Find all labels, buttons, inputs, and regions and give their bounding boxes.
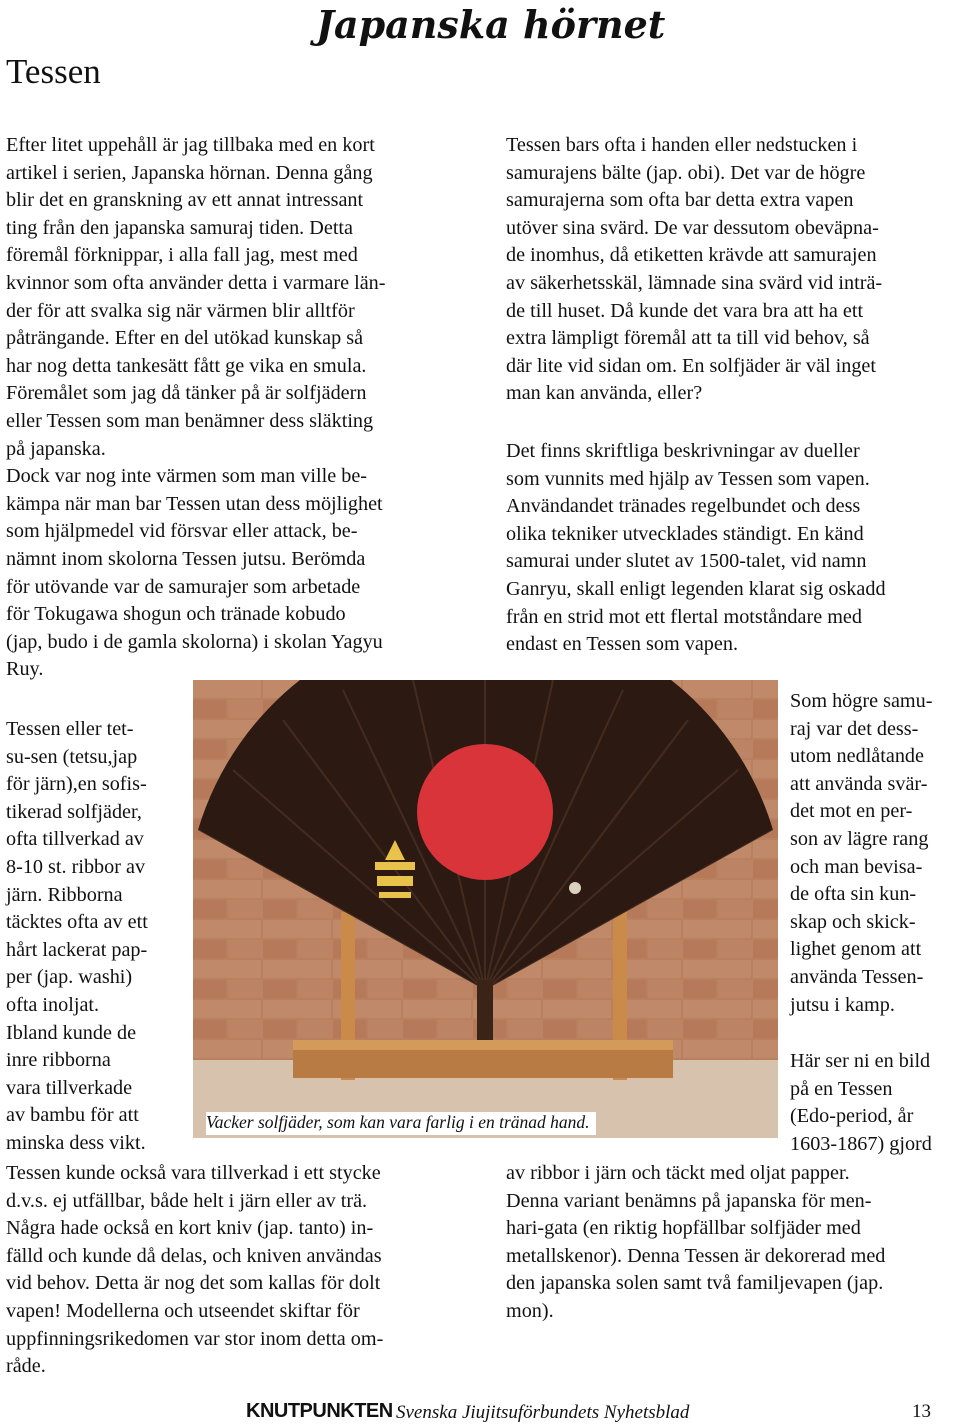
text-line: Ruy.: [6, 658, 44, 681]
text-line: minska dess vikt.: [6, 1131, 146, 1154]
text-line: utom nedlåtande: [790, 745, 924, 768]
text-line: det mot en per-: [790, 800, 913, 823]
text-line: der för att svalka sig när värmen blir alltför: [6, 299, 355, 322]
text-line: endast en Tessen som vapen.: [506, 633, 738, 656]
text-line: mon).: [506, 1299, 554, 1322]
text-line: fälld och kunde då delas, och kniven användas: [6, 1244, 382, 1267]
text-line: de ofta sin kun-: [790, 883, 917, 906]
right-column-picture-note: [790, 1048, 932, 1158]
text-line: 1603-1867) gjord: [790, 1132, 932, 1155]
text-line: ofta tillverkad av: [6, 828, 144, 851]
text-line: för järn),en sofis-: [6, 773, 147, 796]
left-column-variants: [6, 1160, 383, 1381]
text-line: Dock var nog inte värmen som man ville be-: [6, 465, 368, 488]
text-line: Efter litet uppehåll är jag tillbaka med en kort: [6, 134, 375, 156]
text-line: av ribbor i järn och täckt med oljat papper.: [506, 1162, 850, 1184]
text-line: använda Tessen-: [790, 965, 924, 988]
right-column-rank: [790, 688, 932, 1019]
text-line: av säkerhetsskäl, lämnade sina svärd vid inträ-: [506, 271, 883, 294]
text-line: Några hade också en kort kniv (jap. tanto) in-: [6, 1217, 374, 1240]
text-line: Denna variant benämns på japanska för men-: [506, 1189, 872, 1212]
text-line: blir det en granskning av ett annat intressant: [6, 189, 364, 212]
text-line: påträngande. Efter en del utökad kunskap så: [6, 327, 364, 350]
left-column-definition: [6, 716, 148, 1158]
text-line: råde.: [6, 1355, 46, 1378]
text-line: hari-gata (en riktig hopfällbar solfjäder med: [506, 1217, 861, 1240]
text-line: där lite vid sidan om. En solfjäder är väl inget: [506, 354, 876, 377]
text-line: Här ser ni en bild: [790, 1050, 931, 1072]
text-line: Tessen eller tet-: [6, 718, 134, 740]
text-line: Som högre samu-: [790, 690, 933, 712]
text-line: d.v.s. ej utfällbar, både helt i järn eller av trä.: [6, 1189, 368, 1212]
section-masthead: Japanska hörnet: [316, 2, 666, 47]
text-line: olika tekniker utvecklades ständigt. En känd: [506, 522, 864, 545]
text-line: från en strid mot ett flertal motståndare med: [506, 605, 862, 628]
text-line: artikel i serien, Japanska hörnan. Denna gång: [6, 161, 373, 184]
text-line: för Tokugawa shogun och tränade kobudo: [6, 603, 346, 626]
text-line: täcktes ofta av ett: [6, 911, 148, 934]
text-line: Det finns skriftliga beskrivningar av dueller: [506, 440, 860, 462]
text-line: vara tillverkade: [6, 1076, 133, 1099]
text-line: av bambu för att: [6, 1104, 139, 1127]
text-line: metallskenor). Denna Tessen är dekorerad med: [506, 1244, 886, 1267]
text-line: hårt lackerat pap-: [6, 938, 148, 961]
text-line: ofta inoljat.: [6, 993, 100, 1016]
right-column-duels: [506, 438, 886, 659]
text-line: skap och skick-: [790, 910, 916, 933]
text-line: Tessen kunde också vara tillverkad i ett stycke: [6, 1162, 381, 1184]
text-line: den japanska solen samt två familjevapen (jap.: [506, 1272, 884, 1295]
text-line: Tessen bars ofta i handen eller nedstucken i: [506, 134, 858, 156]
text-line: jutsu i kamp.: [790, 993, 895, 1016]
publication-logo: KNUTPUNKTEN: [246, 1400, 393, 1422]
text-line: (Edo-period, år: [790, 1105, 914, 1128]
text-line: järn. Ribborna: [6, 883, 123, 906]
text-line: son av lägre rang: [790, 827, 929, 850]
text-line: på en Tessen: [790, 1077, 893, 1100]
text-line: man kan använda, eller?: [506, 382, 703, 405]
text-line: de inomhus, då etiketten krävde att samurajen: [506, 244, 877, 267]
text-line: vid behov. Detta är nog det som kallas för dolt: [6, 1272, 381, 1295]
text-line: extra lämpligt föremål att ta till vid behov, så: [506, 327, 870, 350]
text-line: för utövande var de samurajer som arbetade: [6, 575, 361, 598]
text-line: föremål förknippar, i alla fall jag, mest med: [6, 244, 358, 267]
text-line: och man bevisa-: [790, 855, 923, 878]
text-line: att använda svär-: [790, 772, 928, 795]
text-line: vapen! Modellerna och utseendet skiftar för: [6, 1299, 360, 1322]
text-line: som vunnits med hjälp av Tessen som vapen.: [506, 467, 870, 490]
tessen-fan-illustration: [193, 680, 778, 1138]
text-line: kämpa när man bar Tessen utan dess möjlighet: [6, 492, 383, 515]
figure-caption: Vacker solfjäder, som kan vara farlig i en tränad hand.: [206, 1112, 596, 1135]
text-line: per (jap. washi): [6, 966, 133, 989]
article-title: Tessen: [6, 52, 101, 91]
page-number: 13: [912, 1401, 931, 1422]
text-line: samurajens bälte (jap. obi). Det var de högre: [506, 161, 866, 184]
text-line: kvinnor som ofta använder detta i varmare län-: [6, 271, 386, 294]
text-line: Användandet tränades regelbundet och dess: [506, 495, 861, 518]
text-line: eller Tessen som man benämner dess släkting: [6, 409, 374, 432]
text-line: Föremålet som jag då tänker på är solfjädern: [6, 382, 367, 405]
text-line: su-sen (tetsu,jap: [6, 745, 138, 768]
text-line: (jap, budo i de gamla skolorna) i skolan Yagyu: [6, 630, 383, 653]
publication-subtitle: Svenska Jiujitsuförbundets Nyhetsblad: [396, 1402, 690, 1423]
right-column-description: [506, 1160, 885, 1326]
text-line: Ganryu, skall enligt legenden klarat sig oskadd: [506, 577, 886, 600]
text-line: ting från den japanska samuraj tiden. Detta: [6, 216, 353, 239]
text-line: på japanska.: [6, 437, 106, 460]
text-line: utöver sina svärd. De var dessutom obeväpna-: [506, 216, 879, 239]
text-line: raj var det dess-: [790, 717, 919, 740]
text-line: tikerad solfjäder,: [6, 800, 142, 823]
text-line: har nog detta tankesätt fått ge vika en smula.: [6, 354, 367, 377]
text-line: som hjälpmedel vid försvar eller attack, be-: [6, 520, 358, 543]
text-line: inre ribborna: [6, 1049, 111, 1072]
text-line: 8-10 st. ribbor av: [6, 855, 146, 878]
text-line: samurajerna som ofta bar detta extra vapen: [506, 189, 854, 212]
text-line: nämnt inom skolorna Tessen jutsu. Berömda: [6, 547, 366, 570]
text-line: samurai under slutet av 1500-talet, vid namn: [506, 550, 867, 573]
text-line: lighet genom att: [790, 938, 922, 961]
left-column-intro: [6, 132, 386, 684]
right-column-intro: [506, 132, 882, 408]
text-line: Ibland kunde de: [6, 1021, 137, 1044]
text-line: uppfinningsrikedomen var stor inom detta om-: [6, 1327, 384, 1350]
text-line: de till huset. Då kunde det vara bra att ha ett: [506, 299, 864, 322]
fan-photo: [193, 680, 778, 1138]
